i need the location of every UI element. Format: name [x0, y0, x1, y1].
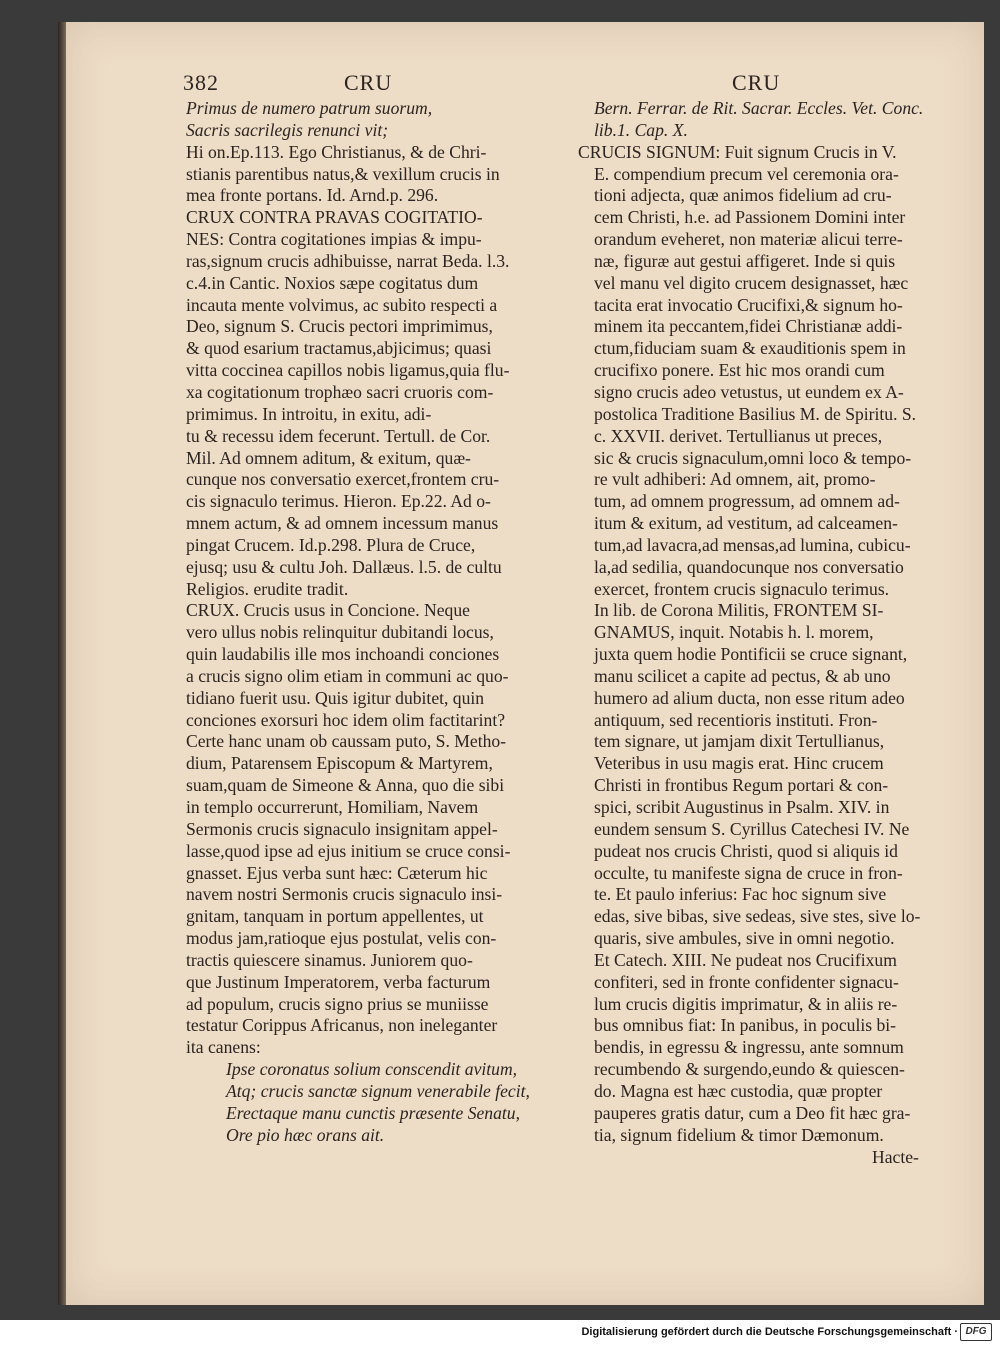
left_column-line: suam,quam de Simeone & Anna, quo die sibi [186, 775, 505, 796]
left_column-line: Sermonis crucis signaculo insignitam appel- [186, 818, 498, 839]
right_column-line: do. Magna est hæc custodia, quæ propter [594, 1080, 883, 1101]
right_column-line: spici, scribit Augustinus in Psalm. XIV. in [594, 797, 890, 817]
left_column-line: Mil. Ad omnem aditum, & exitum, quæ- [186, 447, 471, 468]
left_column-line: & quod esarium tractamus,abjicimus; quasi [186, 338, 492, 359]
left_column-line: modus jam,ratioque ejus postulat, velis con- [186, 928, 497, 949]
right_column-line: quaris, sive ambules, sive in omni negotio. [594, 928, 895, 949]
dfg-logo: DFG [960, 1323, 992, 1341]
right_column-line: c. XXVII. derivet. Tertullianus ut preces, [594, 425, 883, 446]
right_column-line: lib.1. Cap. X. [594, 119, 688, 140]
right_column-line: næ, figuræ aut gestui affigeret. Inde si quis [594, 250, 896, 271]
left_column-line: que Justinum Imperatorem, verba facturum [186, 971, 491, 992]
left_column-line: mea fronte portans. Id. Arnd.p. 296. [186, 185, 439, 206]
right_column-line: manu scilicet a capite ad pectus, & ab uno [594, 665, 891, 686]
right_column-line: re vult adhiberi: Ad omnem, ait, promo- [594, 469, 876, 490]
right_column-line: vel manu vel digito crucem designasset, hæc [594, 272, 909, 293]
left_column-line: ad populum, crucis signo prius se muniisse [186, 993, 489, 1014]
right_column-line: tacita erat invocatio Crucifixi,& signum ho- [594, 294, 903, 315]
right_column-line: Christi in frontibus Regum portari & con- [594, 775, 889, 796]
left_column-line: gnitam, tanquam in portum appellentes, ut [186, 906, 484, 927]
right_column-line: bendis, in egressu & ingressu, ante somnum [594, 1037, 904, 1058]
right_column-line: GNAMUS, inquit. Notabis h. l. morem, [594, 622, 874, 643]
right_column-line: tioni adjecta, quæ animos fidelium ad cru- [594, 185, 892, 206]
funding-notice: Digitalisierung gefördert durch die Deutsche Forschungsgemeinschaft · [581, 1326, 958, 1338]
left_column-line: testatur Corippus Africanus, non ineleganter [186, 1015, 498, 1036]
left_column-line: stianis parentibus natus,& vexillum crucis in [186, 163, 500, 184]
right_column-line: humero ad alium ducta, non esse ritum adeo [594, 687, 905, 708]
left_column-line: Atq; crucis sanctæ signum venerabile fecit, [226, 1080, 530, 1101]
right_column-line: occulte, tu manifeste signa de cruce in fron- [594, 862, 903, 883]
left_column-line: cis signaculo terimus. Hieron. Ep.22. Ad o- [186, 491, 491, 512]
left_column-line: pingat Crucem. Id.p.298. Plura de Cruce, [186, 534, 476, 555]
right_column-line: tia, signum fidelium & timor Dæmonum. [594, 1124, 884, 1145]
left_column-line: a crucis signo olim etiam in communi ac quo- [186, 665, 509, 686]
right_column-line: confiteri, sed in fronte confidenter signacu- [594, 971, 899, 992]
right_column-line: Hacte- [872, 1146, 919, 1167]
right_column-line: lum crucis digitis imprimatur, & in aliis re- [594, 993, 898, 1014]
left_column-line: tidiano fuerit usu. Quis igitur dubitet, quin [186, 687, 485, 708]
right_column-line: CRUCIS SIGNUM: Fuit signum Crucis in V. [578, 141, 897, 162]
right_column-line: tum, ad omnem progressum, ad omnem ad- [594, 491, 900, 512]
right_column-line: sic & crucis signaculum,omni loco & tempo- [594, 447, 912, 468]
page-number: 382 [183, 70, 219, 95]
left_column-line: NES: Contra cogitationes impias & impu- [186, 229, 482, 250]
right_column-line: Et Catech. XIII. Ne pudeat nos Crucifixum [594, 949, 897, 970]
left_column-line: tu & recessu idem fecerunt. Tertull. de Cor. [186, 425, 491, 446]
left_column-line: xa cogitationum trophæo sacri cruoris com- [186, 381, 494, 402]
left_column-line: CRUX. Crucis usus in Concione. Neque [186, 600, 470, 621]
left_column-line: lasse,quod ipse ad ejus initium se cruce consi- [186, 840, 511, 861]
right_column-line: eundem sensum S. Cyrillus Catechesi IV. Ne [594, 818, 910, 839]
right_column-line: te. Et paulo inferius: Fac hoc signum sive [594, 884, 887, 905]
right_column-line: tum,ad lavacra,ad mensas,ad lumina, cubicu- [594, 534, 911, 555]
right_column-line: recumbendo & surgendo,eundo & quiescen- [594, 1059, 905, 1080]
right_column-line: signo crucis adeo vetustus, ut eundem ex A- [594, 381, 904, 402]
left_column-line: tractis quiescere sinamus. Juniorem quo- [186, 949, 473, 970]
right_column-line: la,ad sedilia, quandocunque nos conversatio [594, 556, 904, 577]
left_column-line: Religios. erudite tradit. [186, 578, 349, 599]
right_column-line: cem Christi, h.e. ad Passionem Domini inter [594, 207, 906, 228]
left_column-line: cunque nos conversatio exercet,frontem cru- [186, 469, 500, 490]
right_column-line: pauperes gratis datur, cum a Deo fit hæc gra- [594, 1102, 911, 1123]
left_column-line: ras,signum crucis adhibuisse, narrat Beda. l.3. [186, 250, 510, 271]
right-text-column [578, 98, 950, 1168]
right_column-line: In lib. de Corona Militis, FRONTEM SI- [594, 600, 884, 621]
left-text-column [186, 98, 562, 1147]
right_column-line: orandum eveheret, non materiæ alicui terre- [594, 229, 903, 250]
right_column-line: juxta quem hodie Pontificii se cruce signant, [594, 644, 908, 665]
left_column-line: in templo occurrerunt, Homiliam, Navem [186, 797, 479, 817]
left_column-line: navem nostri Sermonis crucis signaculo insi- [186, 884, 503, 905]
right_column-line: pudeat nos crucis Christi, quod si aliquis id [594, 840, 898, 861]
left_column-line: Primus de numero patrum suorum, [186, 98, 433, 118]
left_column-line: Ipse coronatus solium conscendit avitum, [226, 1059, 518, 1080]
left_column-line: primimus. In introitu, in exitu, adi- [186, 403, 432, 424]
right_column-line: antiquum, sed recentioris instituti. Fron- [594, 709, 878, 730]
left_column-line: vitta coccinea capillos nobis ligamus,quia flu- [186, 360, 510, 381]
right_column-line: itum & exitum, ad vestitum, ad calceamen- [594, 513, 898, 534]
left_column-line: vero ullus nobis relinquitur dubitandi locus, [186, 622, 494, 643]
left_column-line: CRUX CONTRA PRAVAS COGITATIO- [186, 207, 483, 228]
left_column-line: Erectaque manu cunctis præsente Senatu, [226, 1102, 520, 1123]
left_column-line: gnasset. Ejus verba sunt hæc: Cæterum hic [186, 862, 488, 883]
right_column-line: bus omnibus fiat: In panibus, in poculis bi- [594, 1015, 897, 1036]
left_column-line: Deo, signum S. Crucis pectori imprimimus, [186, 316, 493, 337]
left_column-line: ita canens: [186, 1037, 261, 1058]
left_column-line: Certe hanc unam ob caussam puto, S. Metho- [186, 731, 507, 752]
left_column-line: quin laudabilis ille mos inchoandi conciones [186, 644, 500, 665]
right_column-line: Bern. Ferrar. de Rit. Sacrar. Eccles. Vet. Conc. [594, 98, 924, 118]
left_column-line: conciones exorsuri hoc idem olim factitarint? [186, 709, 506, 730]
right_column-line: crucifixo ponere. Est hic mos orandi cum [594, 360, 885, 381]
right_column-line: postolica Traditione Basilius M. de Spiritu. S. [594, 403, 917, 424]
left_column-line: dium, Patarensem Episcopum & Martyrem, [186, 753, 493, 774]
right_column-line: Veteribus in usu magis erat. Hinc crucem [594, 753, 884, 774]
right_column-line: minem ita peccantem,fidei Christianæ addi- [594, 316, 903, 337]
left_column-line: incauta mente volvimus, ac subito respecti a [186, 294, 498, 315]
left_column-line: Ore pio hæc orans ait. [226, 1124, 385, 1145]
left_column-line: Hi on.Ep.113. Ego Christianus, & de Chri- [186, 141, 487, 162]
right_column-line: ctum,fiduciam suam & exauditionis spem in [594, 338, 906, 359]
right_column-line: exercet, frontem crucis signaculo terimus. [594, 578, 890, 599]
left_column-line: mnem actum, & ad omnem incessum manus [186, 513, 499, 534]
running-header-right: CRU [732, 70, 781, 95]
right_column-line: E. compendium precum vel ceremonia ora- [594, 163, 899, 184]
right_column-line: tem signare, ut jamjam dixit Tertullianus, [594, 731, 885, 752]
left_column-line: ejusq; usu & cultu Joh. Dallæus. l.5. de cultu [186, 556, 502, 577]
left_column-line: Sacris sacrilegis renunci vit; [186, 119, 389, 140]
left_column-line: c.4.in Cantic. Noxios sæpe cogitatus dum [186, 272, 479, 293]
right_column-line: edas, sive bibas, sive sedeas, sive stes, sive lo- [594, 906, 921, 927]
running-header-left: CRU [344, 70, 393, 95]
